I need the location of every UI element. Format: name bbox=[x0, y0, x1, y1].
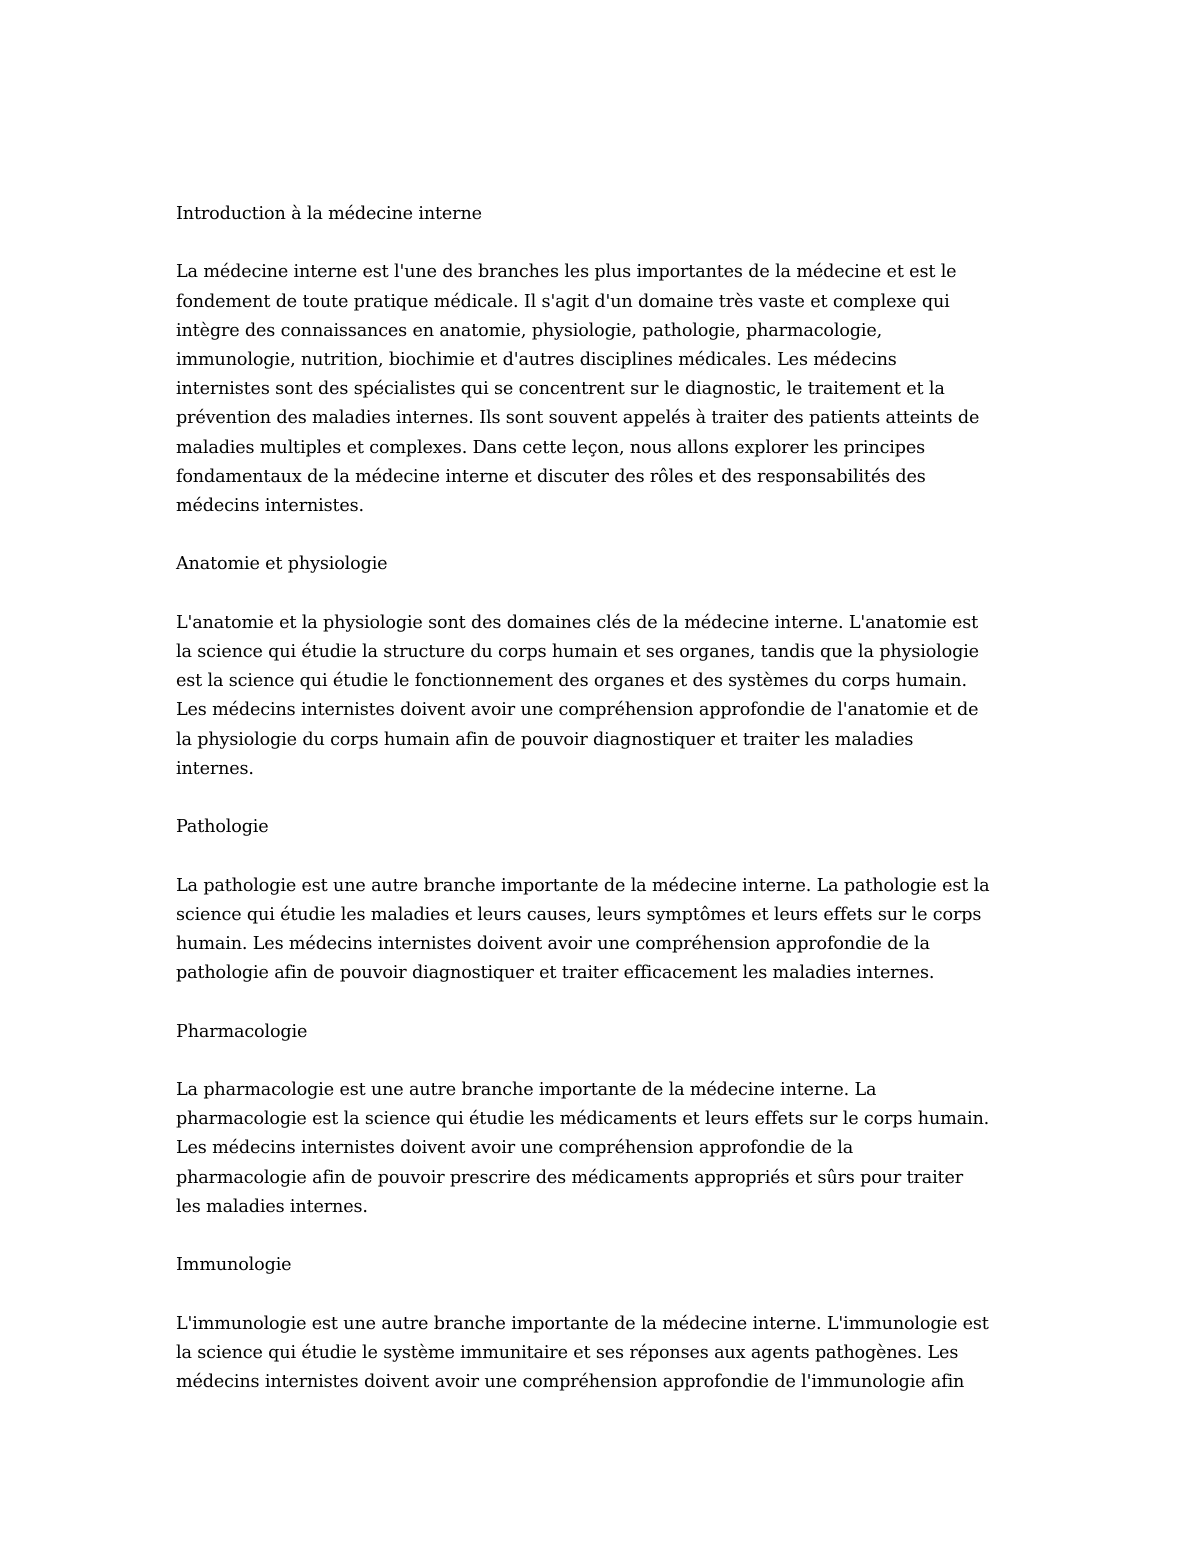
section-heading: Introduction à la médecine interne bbox=[176, 204, 482, 224]
paragraph-line: pathologie afin de pouvoir diagnostiquer et traiter efficacement les maladies internes. bbox=[176, 963, 935, 984]
paragraph-line: les maladies internes. bbox=[176, 1196, 368, 1217]
paragraph-line: fondement de toute pratique médicale. Il s'agit d'un domaine très vaste et complexe qui bbox=[176, 291, 950, 312]
paragraph-line: médecins internistes doivent avoir une compréhension approfondie de l'immunologie afin bbox=[176, 1371, 965, 1392]
paragraph-line: la science qui étudie le système immunitaire et ses réponses aux agents pathogènes. Les bbox=[176, 1342, 959, 1363]
section-heading: Anatomie et physiologie bbox=[176, 554, 388, 575]
paragraph-line: La médecine interne est l'une des branches les plus importantes de la médecine et est le bbox=[176, 262, 957, 283]
section-pharmacologie-paragraph bbox=[176, 1076, 1036, 1222]
paragraph-line: science qui étudie les maladies et leurs causes, leurs symptômes et leurs effets sur le corps bbox=[176, 904, 982, 925]
paragraph-line: L'anatomie et la physiologie sont des domaines clés de la médecine interne. L'anatomie est bbox=[176, 612, 979, 633]
section-intro-paragraph bbox=[176, 258, 1036, 521]
section-heading: Pharmacologie bbox=[176, 1021, 308, 1042]
paragraph-line: La pharmacologie est une autre branche importante de la médecine interne. La bbox=[176, 1079, 877, 1100]
paragraph-line: La pathologie est une autre branche importante de la médecine interne. La pathologie est la bbox=[176, 875, 990, 896]
section-heading: Immunologie bbox=[176, 1255, 292, 1276]
section-immunologie bbox=[176, 1251, 1036, 1280]
paragraph-line: L'immunologie est une autre branche importante de la médecine interne. L'immunologie est bbox=[176, 1313, 989, 1334]
section-intro bbox=[176, 200, 1036, 229]
paragraph-line: prévention des maladies internes. Ils sont souvent appelés à traiter des patients atteints de bbox=[176, 408, 980, 429]
paragraph-line: pharmacologie est la science qui étudie les médicaments et leurs effets sur le corps humain. bbox=[176, 1109, 990, 1130]
paragraph-line: humain. Les médecins internistes doivent avoir une compréhension approfondie de la bbox=[176, 934, 930, 954]
paragraph-line: internes. bbox=[176, 758, 254, 779]
paragraph-line: fondamentaux de la médecine interne et discuter des rôles et des responsabilités des bbox=[176, 466, 926, 487]
document-page bbox=[176, 200, 1036, 1426]
section-heading: Pathologie bbox=[176, 817, 269, 838]
paragraph-line: la physiologie du corps humain afin de pouvoir diagnostiquer et traiter les maladies bbox=[176, 729, 914, 750]
paragraph-line: est la science qui étudie le fonctionnement des organes et des systèmes du corps humain. bbox=[176, 671, 967, 692]
paragraph-line: internistes sont des spécialistes qui se concentrent sur le diagnostic, le traitement et la bbox=[176, 379, 945, 400]
paragraph-line: intègre des connaissances en anatomie, physiologie, pathologie, pharmacologie, bbox=[176, 320, 883, 341]
section-anatomie bbox=[176, 550, 1036, 579]
paragraph-line: pharmacologie afin de pouvoir prescrire des médicaments appropriés et sûrs pour traiter bbox=[176, 1167, 963, 1188]
section-pathologie bbox=[176, 813, 1036, 842]
section-pathologie-paragraph bbox=[176, 872, 1036, 989]
paragraph-line: Les médecins internistes doivent avoir une compréhension approfondie de l'anatomie et de bbox=[176, 700, 979, 721]
paragraph-line: médecins internistes. bbox=[176, 496, 364, 517]
paragraph-line: Les médecins internistes doivent avoir une compréhension approfondie de la bbox=[176, 1138, 854, 1159]
paragraph-line: immunologie, nutrition, biochimie et d'autres disciplines médicales. Les médecins bbox=[176, 350, 897, 370]
paragraph-line: maladies multiples et complexes. Dans cette leçon, nous allons explorer les principes bbox=[176, 437, 926, 458]
section-anatomie-paragraph bbox=[176, 609, 1036, 784]
section-pharmacologie bbox=[176, 1018, 1036, 1047]
paragraph-line: la science qui étudie la structure du corps humain et ses organes, tandis que la physiologie bbox=[176, 642, 979, 662]
section-immunologie-paragraph bbox=[176, 1310, 1036, 1398]
